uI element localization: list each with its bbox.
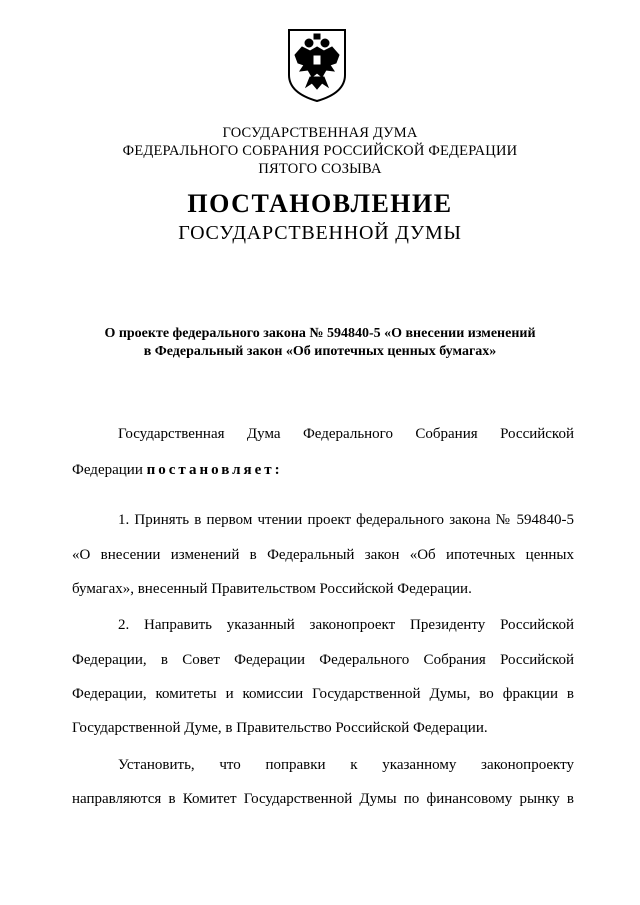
header-line-federal-assembly: ФЕДЕРАЛЬНОГО СОБРАНИЯ РОССИЙСКОЙ ФЕДЕРАЦИИ xyxy=(122,143,518,159)
preamble-federation: Федерации xyxy=(72,462,143,478)
item2-line-1: 2. Направить указанный законопроект Президенту Российской xyxy=(118,617,574,633)
coat-of-arms-icon xyxy=(286,27,348,103)
item1-line-3: бумагах», внесенный Правительством Российской Федерации. xyxy=(72,581,472,597)
about-line-2: в Федеральный закон «Об ипотечных ценных бумагах» xyxy=(143,344,497,359)
about-line-1: О проекте федерального закона № 594840-5 «О внесении изменений xyxy=(104,326,536,341)
preamble-line-1: Государственная Дума Федерального Собрания Российской xyxy=(118,426,574,442)
item3-line-1: Установить, что поправки к указанному законопроекту xyxy=(118,757,574,773)
document-title: ПОСТАНОВЛЕНИЕ xyxy=(187,189,453,218)
header-line-convocation: ПЯТОГО СОЗЫВА xyxy=(258,161,382,177)
item2-line-3: Федерации, комитеты и комиссии Государственной Думы, во фракции в xyxy=(72,686,574,702)
item2-line-2: Федерации, в Совет Федерации Федерального Собрания Российской xyxy=(72,652,574,668)
preamble-line-2 xyxy=(72,462,283,479)
item2-line-4: Государственной Думе, в Правительство Российской Федерации. xyxy=(72,720,488,736)
item1-line-2: «О внесении изменений в Федеральный закон «Об ипотечных ценных xyxy=(72,547,574,563)
document-subtitle: ГОСУДАРСТВЕННОЙ ДУМЫ xyxy=(178,222,462,244)
preamble-keyword: постановляет: xyxy=(146,462,283,478)
item1-line-1: 1. Принять в первом чтении проект федерального закона № 594840-5 xyxy=(118,512,574,528)
item3-line-2: направляются в Комитет Государственной Думы по финансовому рынку в xyxy=(72,791,574,807)
header-line-duma: ГОСУДАРСТВЕННАЯ ДУМА xyxy=(222,125,418,141)
